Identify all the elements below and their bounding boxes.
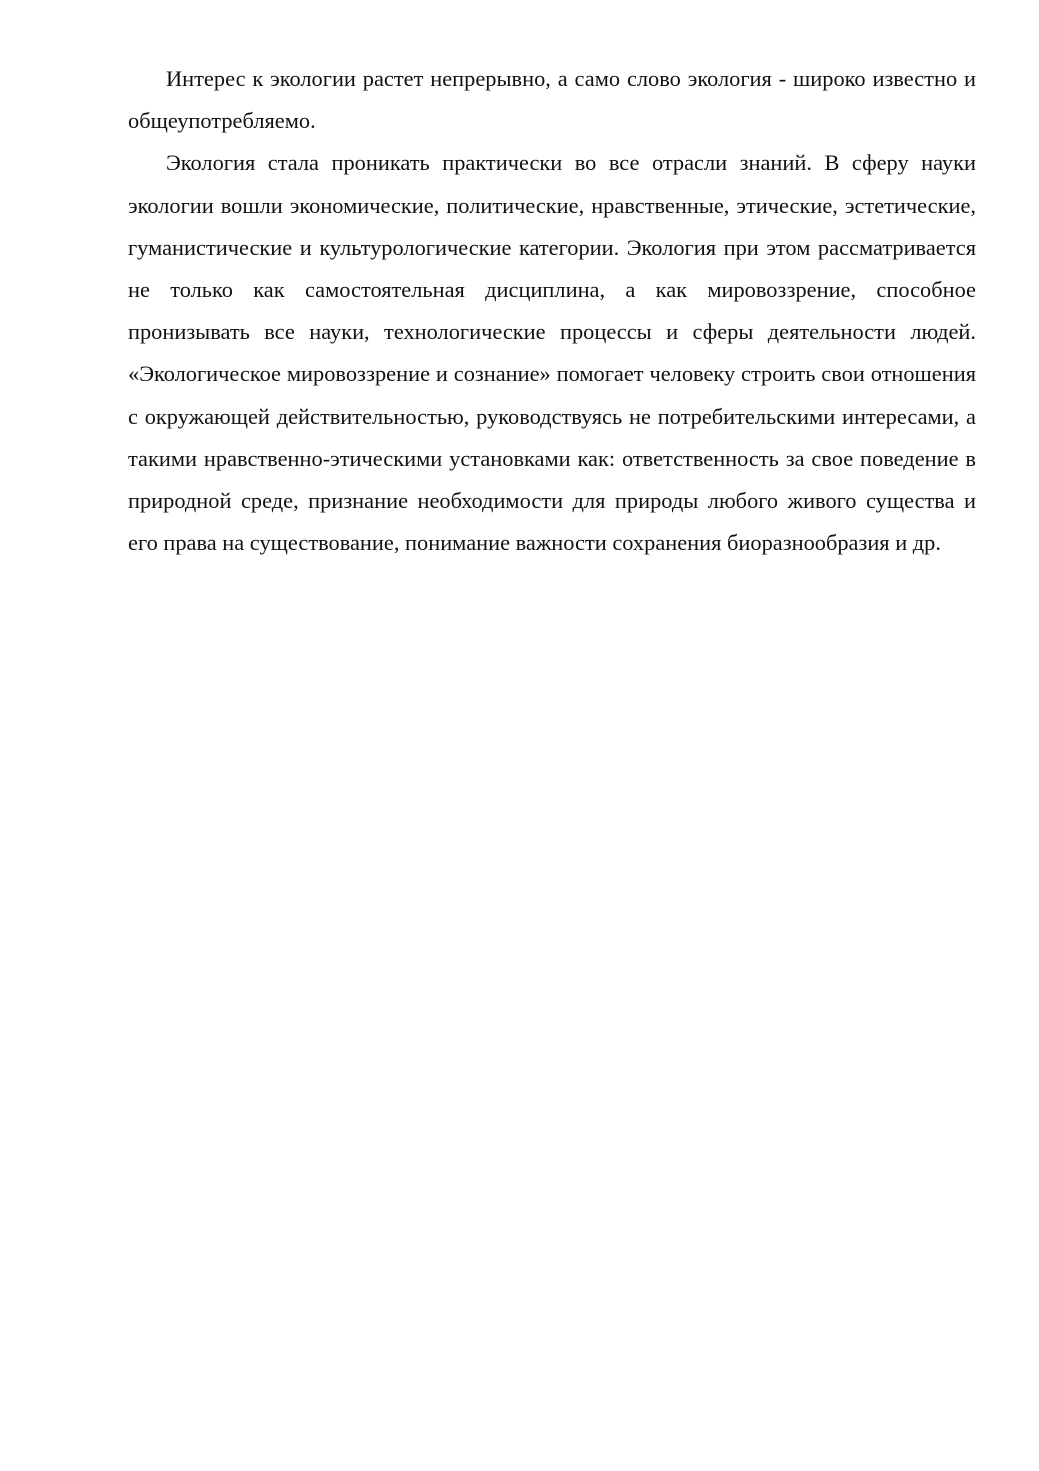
document-page xyxy=(128,58,976,564)
paragraph-intro: Интерес к экологии растет непрерывно, а само слово экология - широко известно и общеупотребляемо. xyxy=(128,66,976,134)
paragraph-ecology-scope: Экология стала проникать практически во все отрасли знаний. В сферу науки экологии вошли экономические, политические, нравственные, этические, эстетические, гуманистические и культурологические категории. Экология при этом рассматривается не только как самостоятельная дисциплина, а как мировоззрение, способное пронизывать все науки, технологические процессы и сферы деятельности людей. «Экологическое мировоззрение и сознание» помогает человеку строить свои отношения с окружающей действительностью, руководствуясь не потребительскими интересами, а такими нравственно-этическими установками как: ответственность за свое поведение в природной среде, признание необходимости для природы любого живого существа и его права на существование, понимание важности сохранения биоразнообразия и др. xyxy=(128,150,976,556)
